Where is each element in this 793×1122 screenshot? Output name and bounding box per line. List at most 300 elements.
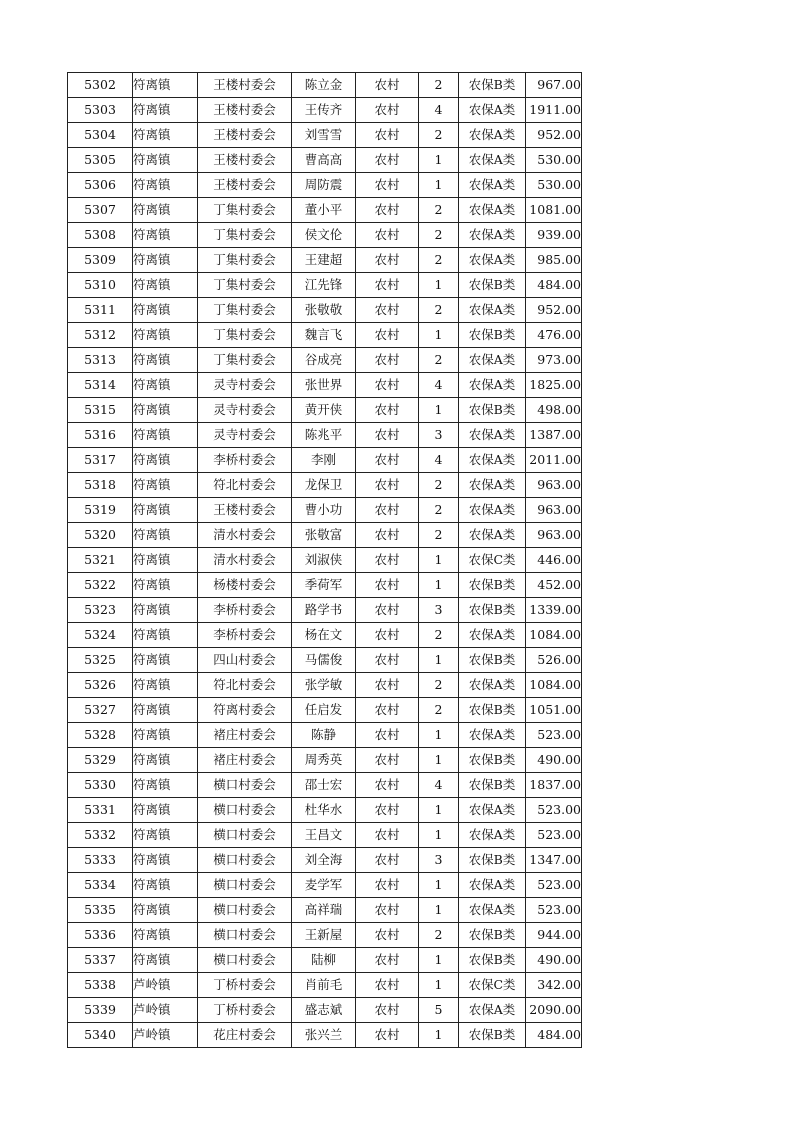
table-row <box>68 1023 582 1048</box>
cell-insurance-category: 农保A类 <box>459 523 526 548</box>
cell-member-count: 4 <box>419 373 459 398</box>
cell-insurance-category: 农保B类 <box>459 698 526 723</box>
cell-person-name: 张世界 <box>292 373 356 398</box>
cell-amount: 985.00 <box>526 248 582 273</box>
cell-member-count: 2 <box>419 923 459 948</box>
cell-person-name: 张敬敬 <box>292 298 356 323</box>
cell-person-name: 邵士宏 <box>292 773 356 798</box>
cell-village-committee: 褚庄村委会 <box>198 723 292 748</box>
cell-household-type: 农村 <box>356 773 419 798</box>
cell-member-count: 1 <box>419 873 459 898</box>
cell-member-count: 1 <box>419 1023 459 1048</box>
cell-insurance-category: 农保B类 <box>459 948 526 973</box>
table-row <box>68 348 582 373</box>
cell-amount: 523.00 <box>526 873 582 898</box>
cell-village-committee: 王楼村委会 <box>198 148 292 173</box>
table-row <box>68 748 582 773</box>
cell-member-count: 1 <box>419 898 459 923</box>
cell-person-name: 杨在文 <box>292 623 356 648</box>
cell-town: 符离镇 <box>133 423 198 448</box>
cell-member-count: 1 <box>419 398 459 423</box>
cell-household-type: 农村 <box>356 298 419 323</box>
cell-village-committee: 横口村委会 <box>198 848 292 873</box>
table-row <box>68 373 582 398</box>
cell-member-count: 2 <box>419 73 459 98</box>
cell-village-committee: 横口村委会 <box>198 948 292 973</box>
table-row <box>68 298 582 323</box>
cell-amount: 944.00 <box>526 923 582 948</box>
cell-amount: 2011.00 <box>526 448 582 473</box>
cell-record-id: 5328 <box>68 723 133 748</box>
cell-household-type: 农村 <box>356 473 419 498</box>
cell-member-count: 1 <box>419 973 459 998</box>
cell-person-name: 曹高高 <box>292 148 356 173</box>
cell-person-name: 陆柳 <box>292 948 356 973</box>
cell-person-name: 王建超 <box>292 248 356 273</box>
cell-record-id: 5308 <box>68 223 133 248</box>
cell-village-committee: 王楼村委会 <box>198 498 292 523</box>
cell-insurance-category: 农保A类 <box>459 873 526 898</box>
table-row <box>68 923 582 948</box>
cell-household-type: 农村 <box>356 923 419 948</box>
cell-record-id: 5318 <box>68 473 133 498</box>
cell-record-id: 5338 <box>68 973 133 998</box>
cell-amount: 1911.00 <box>526 98 582 123</box>
cell-village-committee: 符离村委会 <box>198 698 292 723</box>
cell-person-name: 陈静 <box>292 723 356 748</box>
cell-household-type: 农村 <box>356 673 419 698</box>
cell-household-type: 农村 <box>356 98 419 123</box>
cell-town: 符离镇 <box>133 873 198 898</box>
table-row <box>68 548 582 573</box>
cell-record-id: 5335 <box>68 898 133 923</box>
cell-member-count: 1 <box>419 173 459 198</box>
cell-town: 符离镇 <box>133 523 198 548</box>
cell-village-committee: 王楼村委会 <box>198 98 292 123</box>
cell-insurance-category: 农保B类 <box>459 73 526 98</box>
cell-member-count: 1 <box>419 323 459 348</box>
cell-insurance-category: 农保B类 <box>459 323 526 348</box>
cell-village-committee: 四山村委会 <box>198 648 292 673</box>
table-row <box>68 273 582 298</box>
cell-insurance-category: 农保B类 <box>459 848 526 873</box>
table-row <box>68 223 582 248</box>
cell-record-id: 5337 <box>68 948 133 973</box>
cell-village-committee: 褚庄村委会 <box>198 748 292 773</box>
cell-person-name: 王新屋 <box>292 923 356 948</box>
cell-record-id: 5313 <box>68 348 133 373</box>
cell-amount: 1081.00 <box>526 198 582 223</box>
cell-member-count: 1 <box>419 748 459 773</box>
cell-insurance-category: 农保A类 <box>459 223 526 248</box>
cell-town: 符离镇 <box>133 123 198 148</box>
cell-household-type: 农村 <box>356 423 419 448</box>
cell-insurance-category: 农保A类 <box>459 173 526 198</box>
cell-village-committee: 横口村委会 <box>198 898 292 923</box>
cell-record-id: 5319 <box>68 498 133 523</box>
cell-member-count: 3 <box>419 598 459 623</box>
table-body <box>68 73 582 1048</box>
cell-member-count: 1 <box>419 648 459 673</box>
cell-member-count: 3 <box>419 423 459 448</box>
cell-person-name: 周防震 <box>292 173 356 198</box>
cell-town: 符离镇 <box>133 473 198 498</box>
cell-town: 符离镇 <box>133 623 198 648</box>
cell-household-type: 农村 <box>356 373 419 398</box>
cell-amount: 963.00 <box>526 523 582 548</box>
cell-town: 符离镇 <box>133 448 198 473</box>
table-row <box>68 498 582 523</box>
table-row <box>68 523 582 548</box>
cell-household-type: 农村 <box>356 498 419 523</box>
cell-amount: 2090.00 <box>526 998 582 1023</box>
cell-village-committee: 丁桥村委会 <box>198 998 292 1023</box>
cell-amount: 1339.00 <box>526 598 582 623</box>
cell-amount: 484.00 <box>526 273 582 298</box>
cell-household-type: 农村 <box>356 798 419 823</box>
cell-person-name: 张学敏 <box>292 673 356 698</box>
cell-household-type: 农村 <box>356 698 419 723</box>
table-row <box>68 398 582 423</box>
cell-member-count: 1 <box>419 823 459 848</box>
cell-insurance-category: 农保A类 <box>459 623 526 648</box>
cell-insurance-category: 农保B类 <box>459 398 526 423</box>
cell-town: 符离镇 <box>133 723 198 748</box>
cell-person-name: 路学书 <box>292 598 356 623</box>
table-row <box>68 473 582 498</box>
cell-insurance-category: 农保A类 <box>459 348 526 373</box>
cell-household-type: 农村 <box>356 1023 419 1048</box>
cell-person-name: 王传齐 <box>292 98 356 123</box>
cell-town: 符离镇 <box>133 823 198 848</box>
cell-record-id: 5315 <box>68 398 133 423</box>
cell-village-committee: 杨楼村委会 <box>198 573 292 598</box>
cell-record-id: 5325 <box>68 648 133 673</box>
cell-person-name: 麦学军 <box>292 873 356 898</box>
cell-person-name: 陈立金 <box>292 73 356 98</box>
cell-member-count: 3 <box>419 848 459 873</box>
cell-village-committee: 灵寺村委会 <box>198 398 292 423</box>
cell-household-type: 农村 <box>356 323 419 348</box>
cell-member-count: 2 <box>419 198 459 223</box>
cell-village-committee: 王楼村委会 <box>198 173 292 198</box>
cell-person-name: 盛志斌 <box>292 998 356 1023</box>
cell-member-count: 2 <box>419 348 459 373</box>
cell-town: 符离镇 <box>133 223 198 248</box>
cell-household-type: 农村 <box>356 748 419 773</box>
cell-household-type: 农村 <box>356 348 419 373</box>
cell-town: 符离镇 <box>133 573 198 598</box>
cell-insurance-category: 农保A类 <box>459 723 526 748</box>
cell-insurance-category: 农保A类 <box>459 823 526 848</box>
cell-person-name: 江先锋 <box>292 273 356 298</box>
cell-town: 符离镇 <box>133 548 198 573</box>
cell-village-committee: 清水村委会 <box>198 523 292 548</box>
cell-person-name: 刘全海 <box>292 848 356 873</box>
cell-town: 芦岭镇 <box>133 998 198 1023</box>
cell-town: 符离镇 <box>133 73 198 98</box>
cell-insurance-category: 农保A类 <box>459 473 526 498</box>
cell-town: 芦岭镇 <box>133 1023 198 1048</box>
cell-member-count: 2 <box>419 298 459 323</box>
cell-amount: 498.00 <box>526 398 582 423</box>
cell-insurance-category: 农保A类 <box>459 998 526 1023</box>
cell-amount: 963.00 <box>526 498 582 523</box>
table-row <box>68 73 582 98</box>
cell-household-type: 农村 <box>356 548 419 573</box>
cell-member-count: 2 <box>419 123 459 148</box>
cell-record-id: 5334 <box>68 873 133 898</box>
cell-insurance-category: 农保A类 <box>459 448 526 473</box>
table-row <box>68 873 582 898</box>
cell-record-id: 5312 <box>68 323 133 348</box>
table-row <box>68 973 582 998</box>
cell-town: 符离镇 <box>133 923 198 948</box>
cell-village-committee: 花庄村委会 <box>198 1023 292 1048</box>
cell-record-id: 5321 <box>68 548 133 573</box>
cell-record-id: 5339 <box>68 998 133 1023</box>
cell-amount: 1051.00 <box>526 698 582 723</box>
cell-town: 符离镇 <box>133 98 198 123</box>
cell-village-committee: 丁集村委会 <box>198 323 292 348</box>
table-row <box>68 248 582 273</box>
table-row <box>68 798 582 823</box>
cell-record-id: 5309 <box>68 248 133 273</box>
cell-insurance-category: 农保B类 <box>459 923 526 948</box>
cell-household-type: 农村 <box>356 573 419 598</box>
cell-village-committee: 李桥村委会 <box>198 623 292 648</box>
cell-member-count: 1 <box>419 548 459 573</box>
cell-member-count: 1 <box>419 573 459 598</box>
table-row <box>68 848 582 873</box>
cell-person-name: 黄开侠 <box>292 398 356 423</box>
cell-person-name: 刘雪雪 <box>292 123 356 148</box>
cell-amount: 523.00 <box>526 898 582 923</box>
table-row <box>68 598 582 623</box>
cell-amount: 476.00 <box>526 323 582 348</box>
cell-amount: 963.00 <box>526 473 582 498</box>
cell-household-type: 农村 <box>356 648 419 673</box>
cell-household-type: 农村 <box>356 973 419 998</box>
table-row <box>68 423 582 448</box>
cell-town: 符离镇 <box>133 948 198 973</box>
cell-town: 符离镇 <box>133 698 198 723</box>
cell-household-type: 农村 <box>356 598 419 623</box>
cell-village-committee: 王楼村委会 <box>198 73 292 98</box>
table-row <box>68 448 582 473</box>
cell-amount: 530.00 <box>526 173 582 198</box>
cell-village-committee: 符北村委会 <box>198 673 292 698</box>
cell-record-id: 5314 <box>68 373 133 398</box>
cell-insurance-category: 农保C类 <box>459 548 526 573</box>
cell-town: 符离镇 <box>133 598 198 623</box>
cell-amount: 523.00 <box>526 798 582 823</box>
cell-person-name: 侯文伦 <box>292 223 356 248</box>
cell-town: 符离镇 <box>133 273 198 298</box>
cell-member-count: 1 <box>419 948 459 973</box>
table-row <box>68 623 582 648</box>
cell-household-type: 农村 <box>356 948 419 973</box>
cell-insurance-category: 农保A类 <box>459 123 526 148</box>
cell-town: 符离镇 <box>133 848 198 873</box>
cell-village-committee: 灵寺村委会 <box>198 423 292 448</box>
cell-household-type: 农村 <box>356 273 419 298</box>
cell-member-count: 2 <box>419 698 459 723</box>
cell-record-id: 5310 <box>68 273 133 298</box>
cell-town: 符离镇 <box>133 348 198 373</box>
cell-insurance-category: 农保A类 <box>459 148 526 173</box>
cell-household-type: 农村 <box>356 848 419 873</box>
cell-village-committee: 符北村委会 <box>198 473 292 498</box>
cell-person-name: 魏言飞 <box>292 323 356 348</box>
cell-person-name: 季荷军 <box>292 573 356 598</box>
cell-record-id: 5304 <box>68 123 133 148</box>
cell-insurance-category: 农保B类 <box>459 273 526 298</box>
cell-town: 符离镇 <box>133 148 198 173</box>
cell-member-count: 5 <box>419 998 459 1023</box>
cell-person-name: 李刚 <box>292 448 356 473</box>
cell-village-committee: 横口村委会 <box>198 823 292 848</box>
cell-person-name: 周秀英 <box>292 748 356 773</box>
cell-record-id: 5305 <box>68 148 133 173</box>
cell-household-type: 农村 <box>356 73 419 98</box>
cell-insurance-category: 农保A类 <box>459 498 526 523</box>
table-row <box>68 173 582 198</box>
cell-household-type: 农村 <box>356 198 419 223</box>
cell-village-committee: 丁集村委会 <box>198 223 292 248</box>
cell-town: 符离镇 <box>133 498 198 523</box>
table-row <box>68 123 582 148</box>
cell-insurance-category: 农保A类 <box>459 248 526 273</box>
table-row <box>68 198 582 223</box>
cell-person-name: 任启发 <box>292 698 356 723</box>
cell-record-id: 5307 <box>68 198 133 223</box>
cell-village-committee: 李桥村委会 <box>198 598 292 623</box>
cell-record-id: 5329 <box>68 748 133 773</box>
cell-village-committee: 丁集村委会 <box>198 348 292 373</box>
cell-record-id: 5303 <box>68 98 133 123</box>
cell-amount: 952.00 <box>526 123 582 148</box>
cell-town: 芦岭镇 <box>133 973 198 998</box>
cell-record-id: 5323 <box>68 598 133 623</box>
cell-household-type: 农村 <box>356 823 419 848</box>
cell-town: 符离镇 <box>133 748 198 773</box>
cell-town: 符离镇 <box>133 173 198 198</box>
cell-amount: 952.00 <box>526 298 582 323</box>
cell-household-type: 农村 <box>356 398 419 423</box>
cell-amount: 526.00 <box>526 648 582 673</box>
cell-member-count: 1 <box>419 723 459 748</box>
cell-village-committee: 灵寺村委会 <box>198 373 292 398</box>
cell-village-committee: 丁集村委会 <box>198 248 292 273</box>
cell-amount: 342.00 <box>526 973 582 998</box>
table-row <box>68 823 582 848</box>
cell-person-name: 谷成亮 <box>292 348 356 373</box>
cell-amount: 446.00 <box>526 548 582 573</box>
cell-record-id: 5327 <box>68 698 133 723</box>
cell-member-count: 1 <box>419 273 459 298</box>
cell-insurance-category: 农保A类 <box>459 298 526 323</box>
cell-amount: 452.00 <box>526 573 582 598</box>
cell-insurance-category: 农保A类 <box>459 198 526 223</box>
cell-amount: 490.00 <box>526 948 582 973</box>
cell-town: 符离镇 <box>133 648 198 673</box>
cell-person-name: 张兴兰 <box>292 1023 356 1048</box>
cell-insurance-category: 农保A类 <box>459 898 526 923</box>
cell-record-id: 5332 <box>68 823 133 848</box>
cell-town: 符离镇 <box>133 798 198 823</box>
cell-amount: 484.00 <box>526 1023 582 1048</box>
cell-household-type: 农村 <box>356 123 419 148</box>
cell-household-type: 农村 <box>356 998 419 1023</box>
cell-village-committee: 丁集村委会 <box>198 198 292 223</box>
cell-town: 符离镇 <box>133 298 198 323</box>
table-row <box>68 773 582 798</box>
cell-town: 符离镇 <box>133 773 198 798</box>
cell-person-name: 刘淑侠 <box>292 548 356 573</box>
cell-town: 符离镇 <box>133 248 198 273</box>
cell-amount: 967.00 <box>526 73 582 98</box>
cell-amount: 530.00 <box>526 148 582 173</box>
cell-insurance-category: 农保B类 <box>459 748 526 773</box>
cell-village-committee: 王楼村委会 <box>198 123 292 148</box>
cell-member-count: 2 <box>419 248 459 273</box>
table-row <box>68 723 582 748</box>
cell-amount: 939.00 <box>526 223 582 248</box>
cell-town: 符离镇 <box>133 673 198 698</box>
table-row <box>68 698 582 723</box>
cell-member-count: 2 <box>419 498 459 523</box>
cell-insurance-category: 农保A类 <box>459 798 526 823</box>
cell-town: 符离镇 <box>133 198 198 223</box>
cell-village-committee: 李桥村委会 <box>198 448 292 473</box>
cell-record-id: 5326 <box>68 673 133 698</box>
cell-insurance-category: 农保B类 <box>459 1023 526 1048</box>
cell-record-id: 5302 <box>68 73 133 98</box>
cell-amount: 523.00 <box>526 823 582 848</box>
cell-member-count: 4 <box>419 448 459 473</box>
cell-person-name: 张敬富 <box>292 523 356 548</box>
cell-person-name: 高祥瑞 <box>292 898 356 923</box>
cell-amount: 1347.00 <box>526 848 582 873</box>
cell-village-committee: 丁桥村委会 <box>198 973 292 998</box>
cell-amount: 523.00 <box>526 723 582 748</box>
cell-town: 符离镇 <box>133 898 198 923</box>
cell-person-name: 陈兆平 <box>292 423 356 448</box>
cell-record-id: 5330 <box>68 773 133 798</box>
cell-record-id: 5340 <box>68 1023 133 1048</box>
cell-record-id: 5331 <box>68 798 133 823</box>
cell-amount: 973.00 <box>526 348 582 373</box>
cell-amount: 1084.00 <box>526 623 582 648</box>
cell-household-type: 农村 <box>356 723 419 748</box>
cell-member-count: 2 <box>419 673 459 698</box>
cell-insurance-category: 农保A类 <box>459 373 526 398</box>
cell-member-count: 1 <box>419 148 459 173</box>
cell-insurance-category: 农保B类 <box>459 573 526 598</box>
cell-household-type: 农村 <box>356 523 419 548</box>
cell-member-count: 2 <box>419 223 459 248</box>
cell-member-count: 1 <box>419 798 459 823</box>
cell-town: 符离镇 <box>133 323 198 348</box>
cell-insurance-category: 农保B类 <box>459 598 526 623</box>
data-table <box>67 72 582 1048</box>
cell-member-count: 2 <box>419 623 459 648</box>
cell-member-count: 2 <box>419 473 459 498</box>
cell-household-type: 农村 <box>356 173 419 198</box>
cell-person-name: 马儒俊 <box>292 648 356 673</box>
cell-household-type: 农村 <box>356 223 419 248</box>
